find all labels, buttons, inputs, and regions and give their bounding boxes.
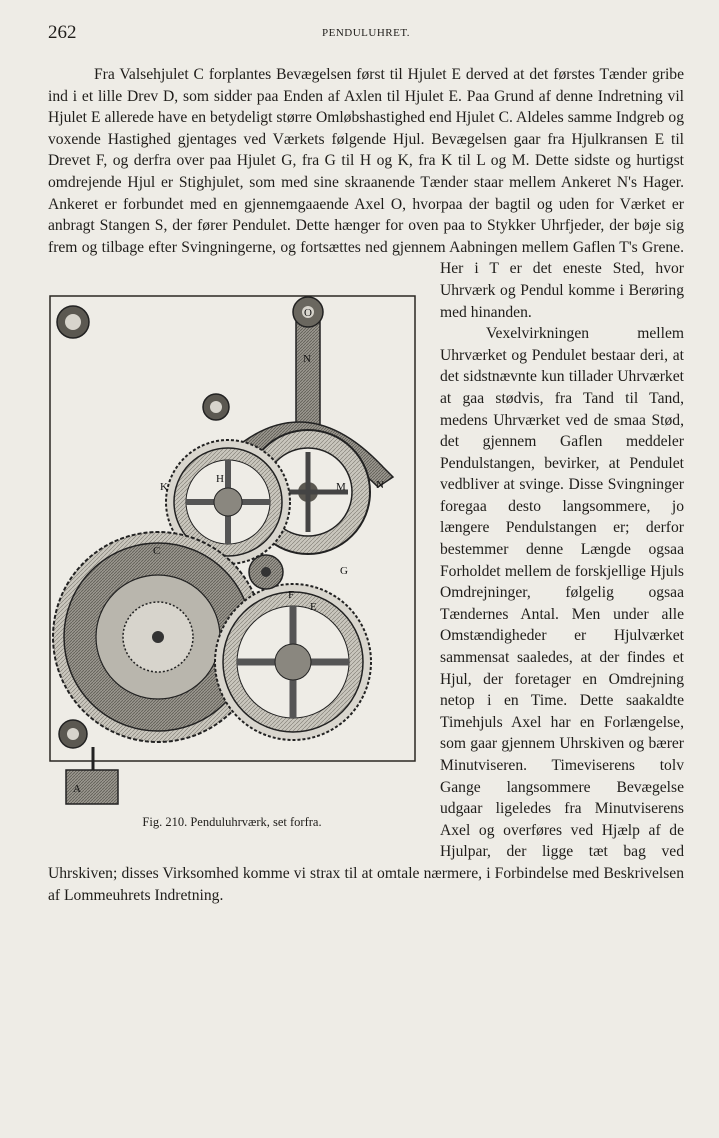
pinion-g: [249, 555, 283, 589]
page-header: [48, 22, 684, 46]
screw-bottom-left: [59, 720, 87, 748]
label-n-right: N: [376, 479, 384, 491]
label-m: M: [336, 481, 346, 493]
running-title: PENDULUHRET.: [322, 27, 410, 39]
label-c: C: [153, 545, 161, 557]
page-number: 262: [48, 22, 77, 43]
clockwork-figure: [48, 292, 420, 832]
label-e: E: [310, 601, 317, 613]
label-f: F: [288, 589, 295, 601]
clockwork-illustration: [48, 292, 420, 812]
figure-caption: Fig. 210. Penduluhrværk, set forfra.: [142, 815, 322, 829]
screw-middle: [203, 394, 229, 420]
label-k: K: [160, 481, 168, 493]
screw-top-left: [57, 306, 89, 338]
label-n: N: [303, 353, 311, 365]
label-a: A: [73, 783, 81, 795]
weight-a: [66, 747, 118, 804]
label-g: G: [340, 565, 348, 577]
label-o: O: [304, 307, 312, 319]
label-h: H: [216, 473, 224, 485]
wheel-e: [215, 584, 371, 740]
paragraph-2: Vexelvirkningen mellem Uhrværket og Pendulet bestaar deri, at det sidstnævnte kun tillader Uhrværket at gaa stødvis, fra Tand til Tand, medens Uhrværket ved de smaa Stød, det gjennem Gaflen meddeler Pendulstangen, bevirker, at Pendulet vedbliver at svinge. Disse Svingninger foregaa desto langsommere, jo længere Pendulstangen er; derfor bestemmer denne Længde ogsaa Forholdet mellem de forskjellige Hjuls Omdrejninger, følgelig ogsaa Tændernes Antal. Men under alle Omstændigheder er Hjulværket sammensat saaledes, at der findes et Hjul, der foretager en Omdrejning netop i en Time. Dette saakaldte Timehjuls Axel har en Forlængelse, som gaar gjennem Uhrskiven og bærer Minutviseren. Timeviserens tolv Gange langsommere Bevægelse udgaar ligeledes fra Minutviserens Axel og overføres ved Hjælp af de Hjulpar, der ligge tæt bag ved Uhrskiven; disses Virksomhed komme vi strax til at omtale nærmere, i Forbindelse med Beskrivelsen af Lommeuhrets Indretning.: [48, 325, 684, 904]
paragraph-1: Fra Valsehjulet C forplantes Bevægelsen først til Hjulet E derved at det førstes Tænder gribe ind i et lille Drev D, som sidder paa Enden af Axlen til Hjulet E. Paa Grund af denne Indretning vil Hjulet E allerede have en betydeligt større Omløbshastighed end Hjulet C. Aldeles samme Indgreb og voxende Hastighed gjentages ved Værkets følgende Hjul. Bevægelsen gaar fra Hjulkransen E til Drevet F, og derfra over paa Hjulet G, fra G til H og K, fra K til L og M. Dette sidste og hurtigst omdrejende Hjul er Stighjulet, som med sine skraanende Tænder staar mellem Ankeret N's Hager. Ankeret er forbundet med en gjennemgaaende Axel O, hvorpaa der bagtil og uden for Værket er anbragt Stangen S, der fører Pendulet. Dette hænger for oven paa to Stykker Uhrfjeder, der bøje sig frem og tilbage efter Svingningerne, og fortsættes ned gjennem Aabningen mellem Gaflen T's Grene. Her i T er det eneste Sted, hvor Uhrværk og Pendul komme i Berøring med hinanden.: [48, 66, 684, 321]
